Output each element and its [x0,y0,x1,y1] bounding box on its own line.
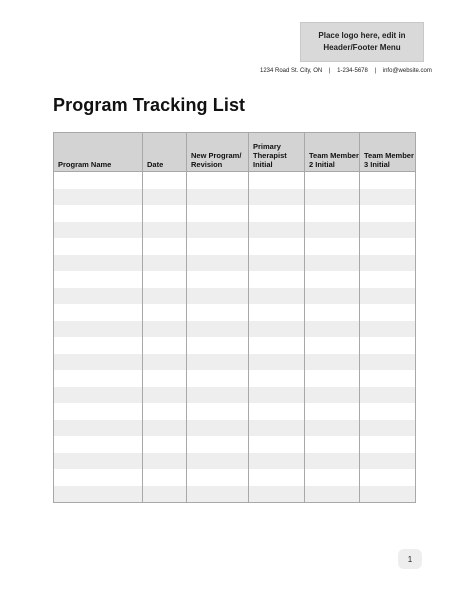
table-row [54,387,416,404]
separator: | [374,68,377,74]
table-cell[interactable] [305,321,360,338]
table-cell[interactable] [249,271,305,288]
table-cell[interactable] [360,172,416,189]
table-cell[interactable] [143,370,187,387]
table-row [54,354,416,371]
table-cell[interactable] [54,271,143,288]
table-cell[interactable] [143,205,187,222]
table-cell[interactable] [249,288,305,305]
table-cell[interactable] [249,238,305,255]
column-header-program-name: Program Name [54,133,143,172]
table-row [54,321,416,338]
table-cell[interactable] [54,172,143,189]
table-cell[interactable] [305,486,360,503]
table-cell[interactable] [249,469,305,486]
table-cell[interactable] [305,189,360,206]
table-cell[interactable] [360,304,416,321]
table-row [54,288,416,305]
page-title: Program Tracking List [53,95,246,115]
phone-text: 1-234-5678 [337,68,368,74]
table-cell[interactable] [360,222,416,239]
table-cell[interactable] [305,370,360,387]
column-header-date: Date [143,133,187,172]
table-cell[interactable] [360,370,416,387]
table-cell[interactable] [187,387,249,404]
table-cell[interactable] [187,172,249,189]
table-cell[interactable] [305,238,360,255]
table-cell[interactable] [249,222,305,239]
table-cell[interactable] [360,486,416,503]
table-cell[interactable] [143,469,187,486]
table-cell[interactable] [143,403,187,420]
column-header-team-member-3-initial: Team Member 3 Initial [360,133,416,172]
table-cell[interactable] [305,453,360,470]
table-cell[interactable] [143,238,187,255]
table-cell[interactable] [249,370,305,387]
table-cell[interactable] [249,420,305,437]
table-header-row [54,133,416,172]
table-cell[interactable] [249,304,305,321]
table-row [54,420,416,437]
table-cell[interactable] [187,288,249,305]
table-cell[interactable] [143,288,187,305]
table-cell[interactable] [360,321,416,338]
table-cell[interactable] [305,288,360,305]
table-cell[interactable] [360,255,416,272]
table-cell[interactable] [360,436,416,453]
table-cell[interactable] [54,486,143,503]
table-cell[interactable] [305,255,360,272]
table-row [54,403,416,420]
table-cell[interactable] [143,486,187,503]
table-row [54,238,416,255]
table-cell[interactable] [187,238,249,255]
table-cell[interactable] [249,354,305,371]
table-cell[interactable] [249,486,305,503]
table-cell[interactable] [143,337,187,354]
table-row [54,304,416,321]
table-cell[interactable] [249,189,305,206]
contact-line [260,68,432,74]
email-text: info@website.com [382,68,432,74]
table-cell[interactable] [54,420,143,437]
table-row [54,436,416,453]
table-cell[interactable] [143,189,187,206]
table-cell[interactable] [305,436,360,453]
table-cell[interactable] [187,337,249,354]
table-row [54,205,416,222]
table-cell[interactable] [187,370,249,387]
table-cell[interactable] [249,205,305,222]
table-row [54,271,416,288]
table-cell[interactable] [249,387,305,404]
table-cell[interactable] [360,337,416,354]
table-row [54,453,416,470]
table-cell[interactable] [187,321,249,338]
table-cell[interactable] [360,189,416,206]
table-cell[interactable] [187,255,249,272]
table-cell[interactable] [360,354,416,371]
table-cell[interactable] [187,271,249,288]
table-cell[interactable] [54,321,143,338]
table-cell[interactable] [143,222,187,239]
address-text: 1234 Road St. City, ON [260,68,323,74]
table-cell[interactable] [143,387,187,404]
table-cell[interactable] [305,387,360,404]
table-cell[interactable] [143,321,187,338]
table-cell[interactable] [54,189,143,206]
table-cell[interactable] [305,271,360,288]
table-cell[interactable] [305,205,360,222]
table-cell[interactable] [143,304,187,321]
table-row [54,469,416,486]
column-header-team-member-2-initial: Team Member 2 Initial [305,133,360,172]
table-cell[interactable] [360,271,416,288]
table-cell[interactable] [249,172,305,189]
table-row [54,370,416,387]
table-row [54,189,416,206]
table-cell[interactable] [305,337,360,354]
table-cell[interactable] [187,420,249,437]
table-cell[interactable] [143,436,187,453]
table-row [54,222,416,239]
table-cell[interactable] [187,189,249,206]
table-cell[interactable] [54,436,143,453]
table-row [54,172,416,189]
table-cell[interactable] [360,288,416,305]
table-cell[interactable] [305,304,360,321]
table-cell[interactable] [187,453,249,470]
table-cell[interactable] [54,453,143,470]
separator: | [328,68,331,74]
table-cell[interactable] [187,469,249,486]
column-header-primary-therapist-initial: Primary Therapist Initial [249,133,305,172]
table-cell[interactable] [187,486,249,503]
table-cell[interactable] [54,288,143,305]
table-row [54,337,416,354]
table-cell[interactable] [54,222,143,239]
table-cell[interactable] [249,453,305,470]
table-cell[interactable] [305,403,360,420]
table-cell[interactable] [54,255,143,272]
logo-placeholder-text: Place logo here, edit in Header/Footer Menu [318,31,406,52]
table-cell[interactable] [360,469,416,486]
table-cell[interactable] [360,205,416,222]
table-cell[interactable] [360,387,416,404]
table-cell[interactable] [360,453,416,470]
table-cell[interactable] [305,354,360,371]
table-cell[interactable] [187,403,249,420]
page-number-badge [398,549,422,569]
table-cell[interactable] [143,271,187,288]
table-cell[interactable] [54,370,143,387]
table-body [54,172,416,503]
table-cell[interactable] [305,420,360,437]
table-cell[interactable] [187,436,249,453]
table-cell[interactable] [54,238,143,255]
table-row [54,486,416,503]
table-cell[interactable] [54,304,143,321]
table-cell[interactable] [54,403,143,420]
table-cell[interactable] [54,387,143,404]
table-cell[interactable] [187,304,249,321]
page-number: 1 [407,554,413,564]
table-cell[interactable] [305,222,360,239]
table-cell[interactable] [360,420,416,437]
table-cell[interactable] [187,222,249,239]
table-cell[interactable] [143,354,187,371]
table-cell[interactable] [187,354,249,371]
table-cell[interactable] [360,403,416,420]
table-cell[interactable] [187,205,249,222]
table-cell[interactable] [143,420,187,437]
table-cell[interactable] [143,172,187,189]
table-cell[interactable] [249,255,305,272]
logo-placeholder [300,22,424,62]
table-cell[interactable] [249,321,305,338]
table-cell[interactable] [54,469,143,486]
table-cell[interactable] [249,436,305,453]
program-tracking-table [53,132,416,503]
table-row [54,255,416,272]
table-cell[interactable] [143,453,187,470]
table-cell[interactable] [249,403,305,420]
table-cell[interactable] [54,337,143,354]
table-cell[interactable] [54,205,143,222]
column-header-new-program-revision: New Program/ Revision [187,133,249,172]
table-cell[interactable] [249,337,305,354]
table-cell[interactable] [54,354,143,371]
table-cell[interactable] [305,172,360,189]
table-cell[interactable] [360,238,416,255]
table-cell[interactable] [143,255,187,272]
table-cell[interactable] [305,469,360,486]
